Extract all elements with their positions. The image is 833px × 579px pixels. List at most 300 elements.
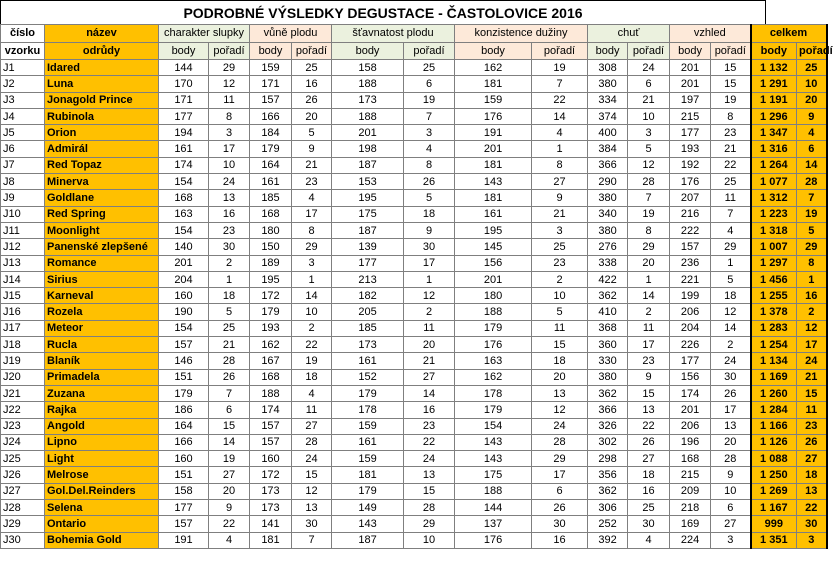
variety-name: Minerva	[45, 174, 159, 190]
sample-id: J23	[1, 418, 45, 434]
consistency-rank: 12	[532, 402, 588, 418]
taste-points: 366	[588, 402, 628, 418]
taste-points: 362	[588, 288, 628, 304]
juiciness-points: 178	[332, 402, 404, 418]
total-rank: 25	[797, 60, 827, 76]
consistency-points: 180	[455, 288, 532, 304]
skin-rank: 15	[209, 418, 250, 434]
juiciness-points: 181	[332, 467, 404, 483]
skin-rank: 18	[209, 288, 250, 304]
taste-rank: 15	[628, 385, 670, 401]
consistency-rank: 18	[532, 353, 588, 369]
skin-points: 201	[159, 255, 209, 271]
juiciness-points: 201	[332, 125, 404, 141]
juiciness-rank: 14	[404, 385, 455, 401]
table-row	[1, 157, 827, 173]
variety-name: Orion	[45, 125, 159, 141]
variety-name: Romance	[45, 255, 159, 271]
juiciness-rank: 28	[404, 500, 455, 516]
aroma-rank: 5	[292, 125, 332, 141]
juiciness-points: 139	[332, 239, 404, 255]
aroma-points: 150	[250, 239, 292, 255]
variety-name: Lipno	[45, 434, 159, 450]
consistency-rank: 3	[532, 222, 588, 238]
skin-points: 158	[159, 483, 209, 499]
aroma-rank: 2	[292, 320, 332, 336]
appearance-points: 177	[670, 353, 711, 369]
total-points: 1 166	[751, 418, 797, 434]
taste-rank: 5	[628, 141, 670, 157]
appearance-rank: 12	[711, 304, 751, 320]
total-points: 1 291	[751, 76, 797, 92]
juiciness-points: 185	[332, 320, 404, 336]
taste-points: 366	[588, 157, 628, 173]
taste-points: 410	[588, 304, 628, 320]
variety-name: Admirál	[45, 141, 159, 157]
appearance-rank: 2	[711, 337, 751, 353]
points-header: body	[670, 42, 711, 60]
taste-rank: 14	[628, 288, 670, 304]
total-rank: 15	[797, 385, 827, 401]
points-header: body	[588, 42, 628, 60]
appearance-rank: 20	[711, 434, 751, 450]
skin-points: 160	[159, 451, 209, 467]
taste-rank: 28	[628, 174, 670, 190]
aroma-rank: 3	[292, 255, 332, 271]
table-row	[1, 418, 827, 434]
appearance-points: 201	[670, 76, 711, 92]
skin-rank: 30	[209, 239, 250, 255]
skin-points: 194	[159, 125, 209, 141]
total-rank: 1	[797, 271, 827, 287]
appearance-rank: 17	[711, 402, 751, 418]
variety-name: Idared	[45, 60, 159, 76]
consistency-points: 178	[455, 385, 532, 401]
juiciness-rank: 21	[404, 353, 455, 369]
aroma-rank: 1	[292, 271, 332, 287]
juiciness-points: 159	[332, 418, 404, 434]
table-row	[1, 108, 827, 124]
table-row	[1, 516, 827, 532]
total-rank: 8	[797, 255, 827, 271]
juiciness-points: 195	[332, 190, 404, 206]
juiciness-points: 158	[332, 60, 404, 76]
consistency-points: 154	[455, 418, 532, 434]
taste-points: 290	[588, 174, 628, 190]
taste-points: 400	[588, 125, 628, 141]
total-points: 1 255	[751, 288, 797, 304]
taste-points: 298	[588, 451, 628, 467]
total-points: 1 169	[751, 369, 797, 385]
skin-rank: 2	[209, 255, 250, 271]
appearance-rank: 10	[711, 483, 751, 499]
consistency-points: 179	[455, 402, 532, 418]
appearance-rank: 23	[711, 125, 751, 141]
variety-name: Rozela	[45, 304, 159, 320]
consistency-points: 161	[455, 206, 532, 222]
appearance-points: 215	[670, 108, 711, 124]
skin-rank: 21	[209, 337, 250, 353]
taste-rank: 18	[628, 467, 670, 483]
total-rank: 12	[797, 320, 827, 336]
skin-points: 160	[159, 288, 209, 304]
total-rank: 24	[797, 353, 827, 369]
total-rank: 6	[797, 141, 827, 157]
taste-rank: 24	[628, 60, 670, 76]
juiciness-rank: 30	[404, 239, 455, 255]
skin-rank: 3	[209, 125, 250, 141]
variety-name: Rubinola	[45, 108, 159, 124]
consistency-points: 137	[455, 516, 532, 532]
juiciness-rank: 2	[404, 304, 455, 320]
consistency-rank: 20	[532, 369, 588, 385]
taste-rank: 1	[628, 271, 670, 287]
variety-name: Rucla	[45, 337, 159, 353]
aroma-points: 157	[250, 418, 292, 434]
aroma-rank: 9	[292, 141, 332, 157]
appearance-rank: 24	[711, 353, 751, 369]
aroma-points: 157	[250, 434, 292, 450]
juiciness-points: 188	[332, 108, 404, 124]
total-rank: 7	[797, 190, 827, 206]
taste-rank: 27	[628, 451, 670, 467]
aroma-points: 166	[250, 108, 292, 124]
taste-rank: 2	[628, 304, 670, 320]
consistency-points: 159	[455, 92, 532, 108]
consistency-rank: 14	[532, 108, 588, 124]
sample-header-top: číslo	[1, 25, 45, 43]
skin-rank: 20	[209, 483, 250, 499]
rank-header: pořadí	[628, 42, 670, 60]
juiciness-points: 179	[332, 483, 404, 499]
appearance-points: 174	[670, 385, 711, 401]
variety-header-top: název	[45, 25, 159, 43]
taste-points: 276	[588, 239, 628, 255]
appearance-points: 236	[670, 255, 711, 271]
aroma-rank: 20	[292, 108, 332, 124]
appearance-rank: 15	[711, 76, 751, 92]
consistency-rank: 8	[532, 157, 588, 173]
aroma-points: 195	[250, 271, 292, 287]
appearance-rank: 7	[711, 206, 751, 222]
aroma-points: 173	[250, 483, 292, 499]
juiciness-rank: 9	[404, 222, 455, 238]
points-header: body	[455, 42, 532, 60]
total-points: 1 077	[751, 174, 797, 190]
juiciness-rank: 1	[404, 271, 455, 287]
skin-points: 144	[159, 60, 209, 76]
skin-points: 154	[159, 174, 209, 190]
appearance-points: 192	[670, 157, 711, 173]
skin-points: 161	[159, 141, 209, 157]
consistency-rank: 28	[532, 434, 588, 450]
juiciness-points: 205	[332, 304, 404, 320]
taste-rank: 10	[628, 108, 670, 124]
taste-rank: 4	[628, 532, 670, 548]
total-rank: 22	[797, 500, 827, 516]
total-points: 1 264	[751, 157, 797, 173]
variety-name: Selena	[45, 500, 159, 516]
variety-name: Rajka	[45, 402, 159, 418]
consistency-rank: 2	[532, 271, 588, 287]
consistency-rank: 24	[532, 418, 588, 434]
appearance-rank: 27	[711, 516, 751, 532]
appearance-rank: 11	[711, 190, 751, 206]
total-points: 1 456	[751, 271, 797, 287]
consistency-points: 144	[455, 500, 532, 516]
aroma-points: 193	[250, 320, 292, 336]
consistency-rank: 11	[532, 320, 588, 336]
consistency-rank: 27	[532, 174, 588, 190]
skin-rank: 4	[209, 532, 250, 548]
variety-name: Moonlight	[45, 222, 159, 238]
total-rank: 3	[797, 532, 827, 548]
sample-id: J7	[1, 157, 45, 173]
appearance-rank: 30	[711, 369, 751, 385]
aroma-rank: 11	[292, 402, 332, 418]
skin-points: 174	[159, 157, 209, 173]
taste-rank: 17	[628, 337, 670, 353]
skin-rank: 9	[209, 500, 250, 516]
appearance-rank: 29	[711, 239, 751, 255]
consistency-points: 201	[455, 141, 532, 157]
page-title: PODROBNÉ VÝSLEDKY DEGUSTACE - ČASTOLOVICE 2016	[0, 0, 766, 24]
aroma-points: 180	[250, 222, 292, 238]
juiciness-points: 173	[332, 92, 404, 108]
skin-rank: 19	[209, 451, 250, 467]
total-rank: 26	[797, 434, 827, 450]
total-rank: 16	[797, 288, 827, 304]
appearance-points: 218	[670, 500, 711, 516]
aroma-rank: 22	[292, 337, 332, 353]
skin-rank: 7	[209, 385, 250, 401]
rank-header: pořadí	[532, 42, 588, 60]
aroma-rank: 25	[292, 60, 332, 76]
juiciness-rank: 16	[404, 402, 455, 418]
appearance-points: 201	[670, 402, 711, 418]
skin-points: 177	[159, 500, 209, 516]
juiciness-points: 188	[332, 76, 404, 92]
variety-name: Panenské zlepšené	[45, 239, 159, 255]
taste-points: 306	[588, 500, 628, 516]
appearance-points: 157	[670, 239, 711, 255]
total-points: 1 223	[751, 206, 797, 222]
juiciness-points: 213	[332, 271, 404, 287]
taste-points: 362	[588, 385, 628, 401]
appearance-rank: 28	[711, 451, 751, 467]
variety-name: Bohemia Gold	[45, 532, 159, 548]
category-header-aroma: vůně plodu	[250, 25, 332, 43]
points-header: body	[159, 42, 209, 60]
juiciness-points: 161	[332, 434, 404, 450]
skin-rank: 28	[209, 353, 250, 369]
sample-id: J3	[1, 92, 45, 108]
aroma-points: 168	[250, 206, 292, 222]
results-table	[0, 24, 833, 549]
juiciness-points: 153	[332, 174, 404, 190]
total-rank: 27	[797, 451, 827, 467]
consistency-points: 201	[455, 271, 532, 287]
skin-points: 168	[159, 190, 209, 206]
table-row	[1, 337, 827, 353]
sample-id: J29	[1, 516, 45, 532]
skin-points: 140	[159, 239, 209, 255]
taste-rank: 19	[628, 206, 670, 222]
juiciness-rank: 24	[404, 451, 455, 467]
appearance-points: 177	[670, 125, 711, 141]
rank-header: pořadí	[404, 42, 455, 60]
aroma-points: 185	[250, 190, 292, 206]
total-points: 1 134	[751, 353, 797, 369]
appearance-points: 207	[670, 190, 711, 206]
skin-rank: 25	[209, 320, 250, 336]
consistency-points: 188	[455, 483, 532, 499]
taste-rank: 7	[628, 190, 670, 206]
juiciness-rank: 3	[404, 125, 455, 141]
sample-id: J5	[1, 125, 45, 141]
aroma-points: 164	[250, 157, 292, 173]
appearance-points: 196	[670, 434, 711, 450]
taste-points: 422	[588, 271, 628, 287]
taste-rank: 23	[628, 353, 670, 369]
skin-rank: 17	[209, 141, 250, 157]
skin-points: 177	[159, 108, 209, 124]
skin-points: 186	[159, 402, 209, 418]
total-points-header: body	[751, 42, 797, 60]
total-header: celkem	[751, 25, 827, 43]
consistency-points: 181	[455, 157, 532, 173]
juiciness-rank: 18	[404, 206, 455, 222]
taste-rank: 11	[628, 320, 670, 336]
consistency-rank: 13	[532, 385, 588, 401]
taste-points: 330	[588, 353, 628, 369]
total-points: 1 132	[751, 60, 797, 76]
appearance-rank: 26	[711, 385, 751, 401]
aroma-rank: 27	[292, 418, 332, 434]
skin-points: 191	[159, 532, 209, 548]
appearance-points: 204	[670, 320, 711, 336]
consistency-points: 145	[455, 239, 532, 255]
sample-header-bottom: vzorku	[1, 42, 45, 60]
juiciness-rank: 5	[404, 190, 455, 206]
consistency-points: 195	[455, 222, 532, 238]
skin-points: 146	[159, 353, 209, 369]
aroma-points: 179	[250, 304, 292, 320]
variety-name: Sirius	[45, 271, 159, 287]
category-header-consistency: konzistence dužiny	[455, 25, 588, 43]
juiciness-rank: 19	[404, 92, 455, 108]
aroma-points: 162	[250, 337, 292, 353]
juiciness-points: 143	[332, 516, 404, 532]
juiciness-points: 187	[332, 222, 404, 238]
total-points: 1 167	[751, 500, 797, 516]
category-header-appearance: vzhled	[670, 25, 751, 43]
total-rank: 11	[797, 402, 827, 418]
aroma-points: 172	[250, 467, 292, 483]
table-row	[1, 532, 827, 548]
juiciness-rank: 20	[404, 337, 455, 353]
total-points: 1 312	[751, 190, 797, 206]
table-row	[1, 353, 827, 369]
juiciness-rank: 10	[404, 532, 455, 548]
total-rank: 17	[797, 337, 827, 353]
sample-id: J25	[1, 451, 45, 467]
variety-name: Melrose	[45, 467, 159, 483]
total-points: 1 318	[751, 222, 797, 238]
taste-points: 380	[588, 76, 628, 92]
table-row	[1, 467, 827, 483]
consistency-rank: 4	[532, 125, 588, 141]
sample-id: J9	[1, 190, 45, 206]
juiciness-points: 177	[332, 255, 404, 271]
skin-rank: 6	[209, 402, 250, 418]
consistency-points: 156	[455, 255, 532, 271]
consistency-rank: 22	[532, 92, 588, 108]
sample-id: J22	[1, 402, 45, 418]
sample-id: J17	[1, 320, 45, 336]
total-points: 1 191	[751, 92, 797, 108]
sample-id: J1	[1, 60, 45, 76]
appearance-rank: 13	[711, 418, 751, 434]
consistency-points: 191	[455, 125, 532, 141]
total-rank: 19	[797, 206, 827, 222]
consistency-rank: 7	[532, 76, 588, 92]
aroma-points: 157	[250, 92, 292, 108]
total-points: 1 284	[751, 402, 797, 418]
consistency-points: 188	[455, 304, 532, 320]
appearance-rank: 8	[711, 108, 751, 124]
consistency-rank: 17	[532, 467, 588, 483]
skin-rank: 29	[209, 60, 250, 76]
total-points: 1 260	[751, 385, 797, 401]
skin-rank: 1	[209, 271, 250, 287]
table-row	[1, 92, 827, 108]
sample-id: J21	[1, 385, 45, 401]
appearance-points: 222	[670, 222, 711, 238]
sample-id: J2	[1, 76, 45, 92]
appearance-points: 224	[670, 532, 711, 548]
table-row	[1, 206, 827, 222]
aroma-rank: 24	[292, 451, 332, 467]
total-points: 1 297	[751, 255, 797, 271]
skin-rank: 13	[209, 190, 250, 206]
variety-name: Goldlane	[45, 190, 159, 206]
aroma-rank: 19	[292, 353, 332, 369]
total-points: 1 296	[751, 108, 797, 124]
juiciness-points: 159	[332, 451, 404, 467]
juiciness-points: 198	[332, 141, 404, 157]
total-points: 1 254	[751, 337, 797, 353]
table-row	[1, 60, 827, 76]
table-body	[1, 60, 827, 549]
skin-rank: 11	[209, 92, 250, 108]
variety-name: Zuzana	[45, 385, 159, 401]
consistency-points: 143	[455, 174, 532, 190]
variety-name: Karneval	[45, 288, 159, 304]
juiciness-points: 149	[332, 500, 404, 516]
skin-points: 154	[159, 222, 209, 238]
table-row	[1, 174, 827, 190]
taste-rank: 21	[628, 92, 670, 108]
aroma-rank: 13	[292, 500, 332, 516]
taste-points: 362	[588, 483, 628, 499]
consistency-points: 176	[455, 108, 532, 124]
variety-name: Red Spring	[45, 206, 159, 222]
aroma-points: 172	[250, 288, 292, 304]
total-points: 1 007	[751, 239, 797, 255]
taste-rank: 22	[628, 418, 670, 434]
variety-name: Ontario	[45, 516, 159, 532]
